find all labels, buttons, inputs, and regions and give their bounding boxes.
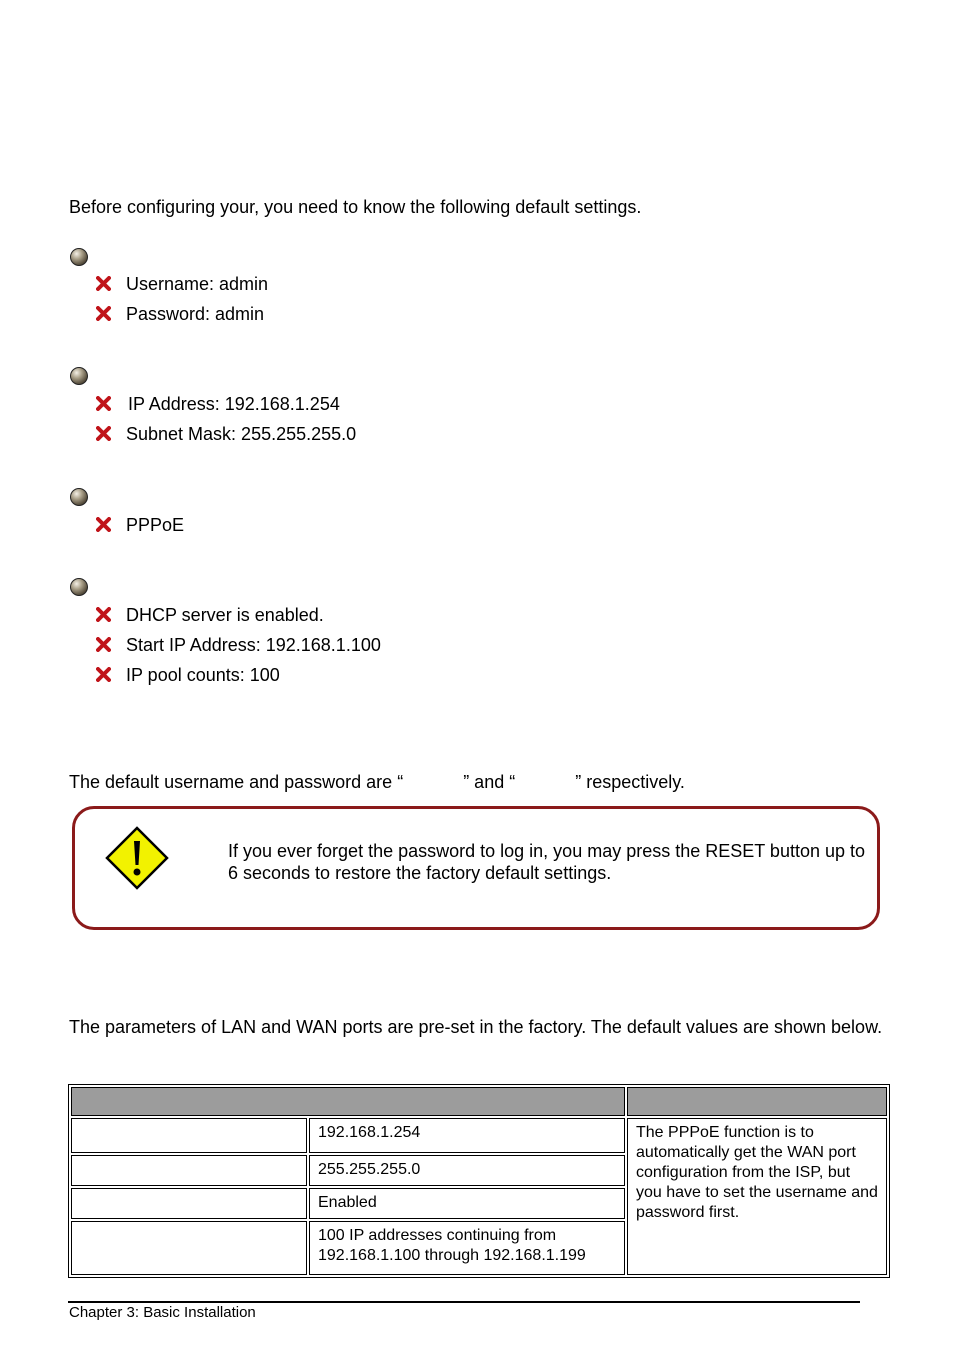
ball-bullet-icon bbox=[70, 578, 88, 596]
default-credentials-sentence bbox=[69, 771, 685, 793]
table-value-cell: 255.255.255.0 bbox=[309, 1155, 625, 1186]
note-text: If you ever forget the password to log in, you may press the RESET button up to 6 seconds to restore the factory default settings. bbox=[228, 841, 866, 883]
table-label-cell bbox=[71, 1221, 307, 1275]
ports-paragraph: The parameters of LAN and WAN ports are pre-set in the factory. The default values are shown below. bbox=[69, 1017, 883, 1037]
defaults-table bbox=[68, 1084, 890, 1278]
ball-bullet-icon bbox=[70, 248, 88, 266]
footer-divider bbox=[68, 1301, 860, 1303]
table-label-cell bbox=[71, 1155, 307, 1186]
ball-bullet-icon bbox=[70, 367, 88, 385]
table-header-row bbox=[71, 1087, 887, 1116]
sentence-suffix: ” respectively. bbox=[575, 772, 685, 792]
intro-text: Before configuring your, you need to know the following default settings. bbox=[69, 197, 642, 217]
list-item: IP pool counts: 100 bbox=[126, 665, 280, 685]
lan-header-cell bbox=[71, 1087, 625, 1116]
cross-bullet-icon bbox=[96, 517, 111, 532]
table-label-cell bbox=[71, 1188, 307, 1219]
cross-bullet-icon bbox=[96, 306, 111, 321]
table-value-cell: Enabled bbox=[309, 1188, 625, 1219]
table-row bbox=[71, 1118, 887, 1153]
cross-bullet-icon bbox=[96, 276, 111, 291]
cross-bullet-icon bbox=[96, 396, 111, 411]
list-item: PPPoE bbox=[126, 515, 185, 535]
list-item: Username: admin bbox=[126, 274, 269, 294]
wan-header-cell bbox=[627, 1087, 887, 1116]
ball-bullet-icon bbox=[70, 488, 88, 506]
warning-icon bbox=[104, 825, 170, 891]
sentence-prefix: The default username and password are “ bbox=[69, 772, 404, 792]
footer-chapter: Chapter 3: Basic Installation bbox=[69, 1304, 256, 1321]
cross-bullet-icon bbox=[96, 607, 111, 622]
sentence-middle: ” and “ bbox=[463, 772, 516, 792]
list-item: Start IP Address: 192.168.1.100 bbox=[126, 635, 381, 655]
list-item: Password: admin bbox=[126, 304, 265, 324]
list-item: DHCP server is enabled. bbox=[126, 605, 324, 625]
list-item: Subnet Mask: 255.255.255.0 bbox=[126, 424, 357, 444]
list-item: IP Address: 192.168.1.254 bbox=[128, 394, 340, 414]
cross-bullet-icon bbox=[96, 637, 111, 652]
cross-bullet-icon bbox=[96, 426, 111, 441]
wan-note-cell: The PPPoE function is to automatically get the WAN port configuration from the ISP, but you have to set the username and password first. bbox=[627, 1118, 887, 1275]
table-value-cell: 100 IP addresses continuing from 192.168.1.100 through 192.168.1.199 bbox=[309, 1221, 625, 1275]
table-value-cell: 192.168.1.254 bbox=[309, 1118, 625, 1153]
table-label-cell bbox=[71, 1118, 307, 1153]
cross-bullet-icon bbox=[96, 667, 111, 682]
